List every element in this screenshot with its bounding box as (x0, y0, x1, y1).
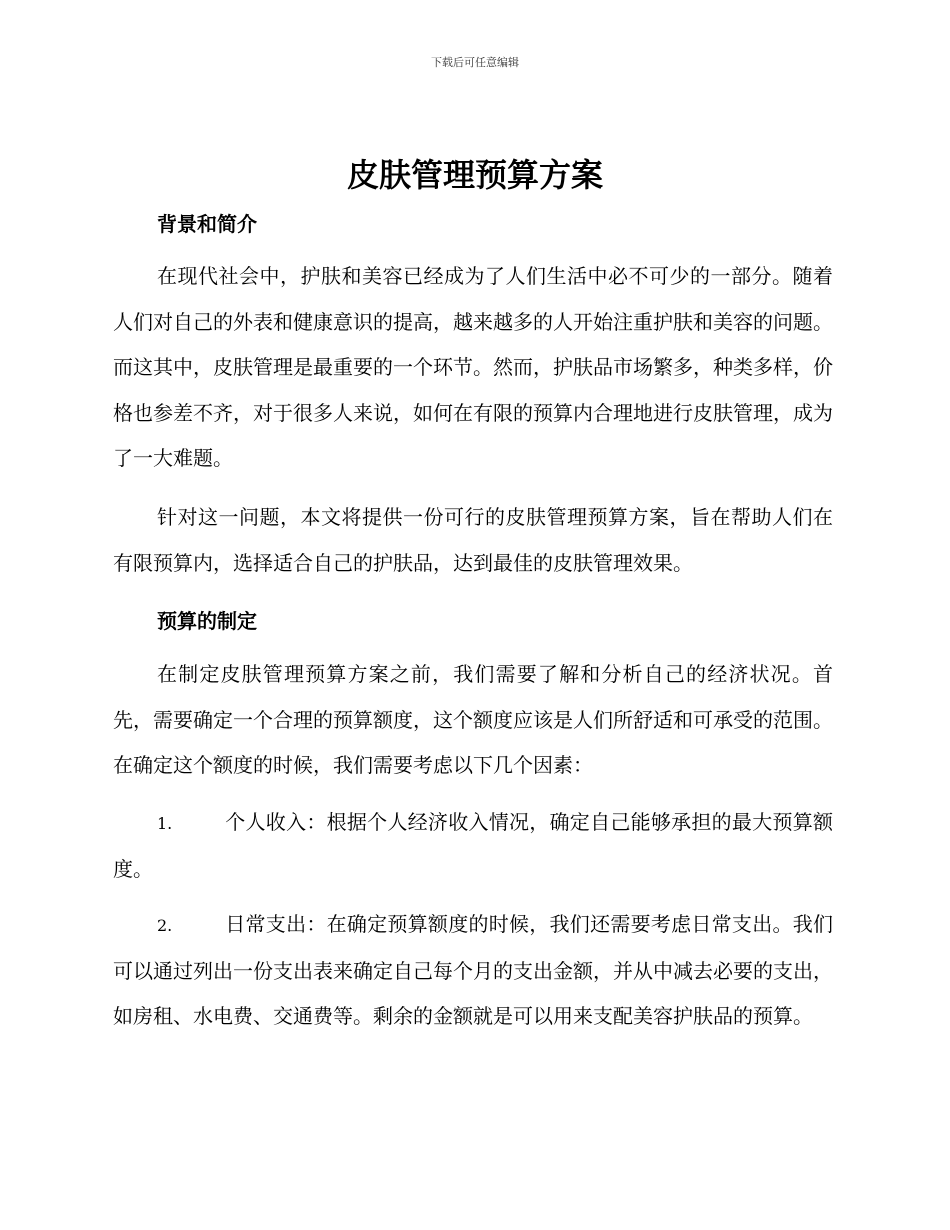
section-heading-background: 背景和简介 (157, 212, 257, 236)
list-item (113, 902, 833, 1040)
paragraph-budget-intro: 在制定皮肤管理预算方案之前，我们需要了解和分析自己的经济状况。首先，需要确定一个合理的预算额度，这个额度应该是人们所舒适和可承受的范围。在确定这个额度的时候，我们需要考虑以下几个因素： (113, 662, 833, 777)
list-item (113, 800, 833, 892)
paragraph-background-1: 在现代社会中，护肤和美容已经成为了人们生活中必不可少的一部分。随着人们对自己的外表和健康意识的提高，越来越多的人开始注重护肤和美容的问题。而这其中，皮肤管理是最重要的一个环节。然而，护肤品市场繁多，种类多样，价格也参差不齐，对于很多人来说，如何在有限的预算内合理地进行皮肤管理，成为了一大难题。 (113, 264, 833, 470)
list-item-number: 2. (157, 916, 173, 935)
list-item-number: 1. (157, 814, 173, 833)
section-heading-budget: 预算的制定 (157, 609, 257, 633)
paragraph-background-2: 针对这一问题，本文将提供一份可行的皮肤管理预算方案，旨在帮助人们在有限预算内，选择适合自己的护肤品，达到最佳的皮肤管理效果。 (113, 505, 833, 575)
list-item-text: 日常支出：在确定预算额度的时候，我们还需要考虑日常支出。我们可以通过列出一份支出表来确定自己每个月的支出金额，并从中减去必要的支出，如房租、水电费、交通费等。剩余的金额就是可以用来支配美容护肤品的预算。 (113, 912, 833, 1028)
document-title: 皮肤管理预算方案 (346, 156, 603, 194)
list-item-text: 个人收入：根据个人经济收入情况，确定自己能够承担的最大预算额度。 (113, 810, 833, 881)
page-header-note: 下载后可任意编辑 (431, 56, 519, 69)
